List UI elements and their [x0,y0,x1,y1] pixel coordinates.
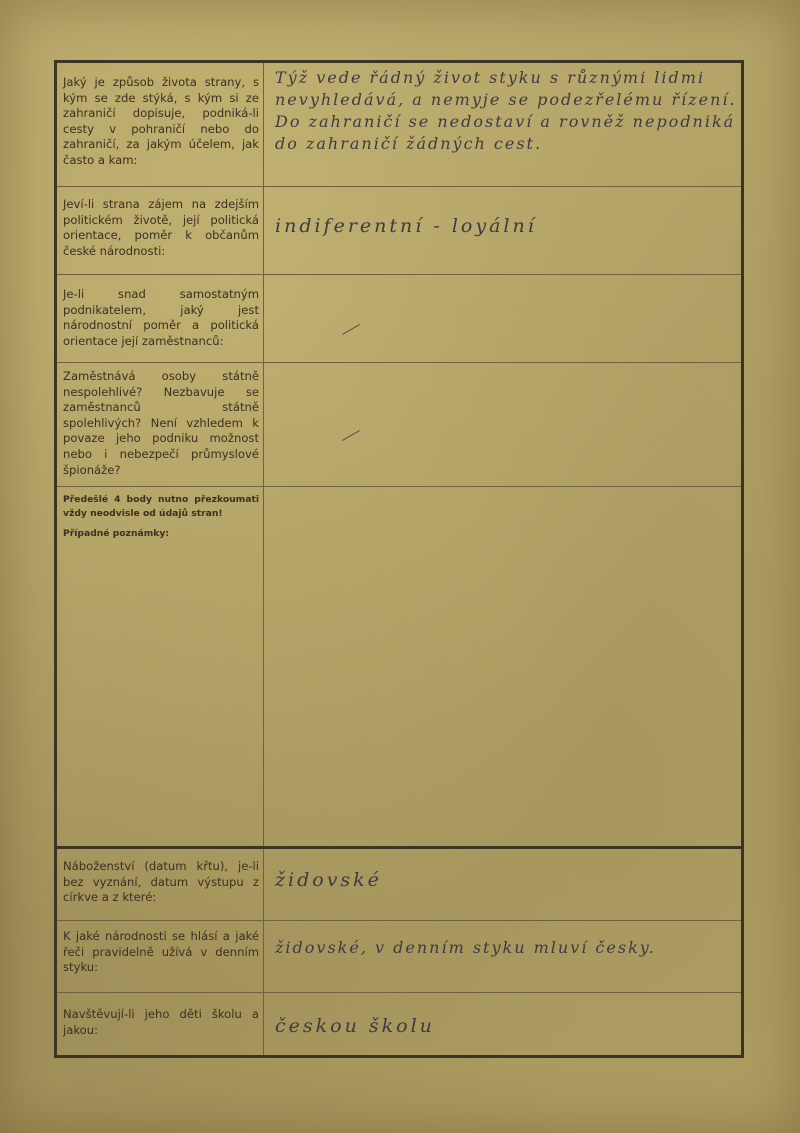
answer-nationality: židovské, v denním styku mluví česky. [275,938,656,957]
verification-note: Předešlé 4 body nutno přezkoumati vždy neodvisle od údajů stran! [63,494,259,519]
answer-employees-dash [342,430,360,441]
question-children-school: Navštěvují-li jeho děti školu a jakou: [63,1007,259,1037]
question-entrepreneur: Je-li snad samostatným podnikatelem, jaký jest národnostní poměr a politická orientace její zaměstnanců: [63,287,259,348]
row-remarks [57,487,741,849]
question-employees: Zaměstnává osoby státně nespolehlivé? Nezbavuje se zaměstnanců státně spolehlivých? Není vzhledem k povaze jeho podniku možnost nebo i nebezpečí průmyslové špionáže? [63,369,259,477]
row-children-school [57,993,741,1055]
question-religion: Náboženství (datum křtu), je-li bez vyznání, datum výstupu z církve a z které: [63,859,259,905]
row-lifestyle [57,63,741,187]
answer-children-school: českou školu [275,1015,435,1037]
row-religion [57,849,741,921]
answer-religion: židovské [275,869,382,891]
questionnaire-table [54,60,744,1058]
answer-entrepreneur-dash [342,324,360,335]
row-entrepreneur [57,275,741,363]
answer-lifestyle: Týž vede řádný život styku s různými lidmi nevyhledává, a nemyje se podezřelému řízení. Do zahraničí se nedostaví a rovněž nepodniká do zahraničí žádných cest. [275,68,737,153]
remarks-label: Případné poznámky: [63,528,170,539]
row-employees [57,363,741,487]
answer-political-interest: indiferentní - loyální [275,215,537,237]
row-political-interest [57,187,741,275]
question-nationality: K jaké národnosti se hlásí a jaké řeči pravidelně užívá v denním styku: [63,929,259,975]
row-nationality [57,921,741,993]
question-political-interest: Jeví-li strana zájem na zdejším politickém životě, její politická orientace, poměr k občanům české národnosti: [63,197,259,258]
question-lifestyle: Jaký je způsob života strany, s kým se zde stýká, s kým si ze zahraničí dopisuje, podniká-li cesty v pohraničí nebo do zahraničí, za jakým účelem, jak často a kam: [63,75,259,167]
